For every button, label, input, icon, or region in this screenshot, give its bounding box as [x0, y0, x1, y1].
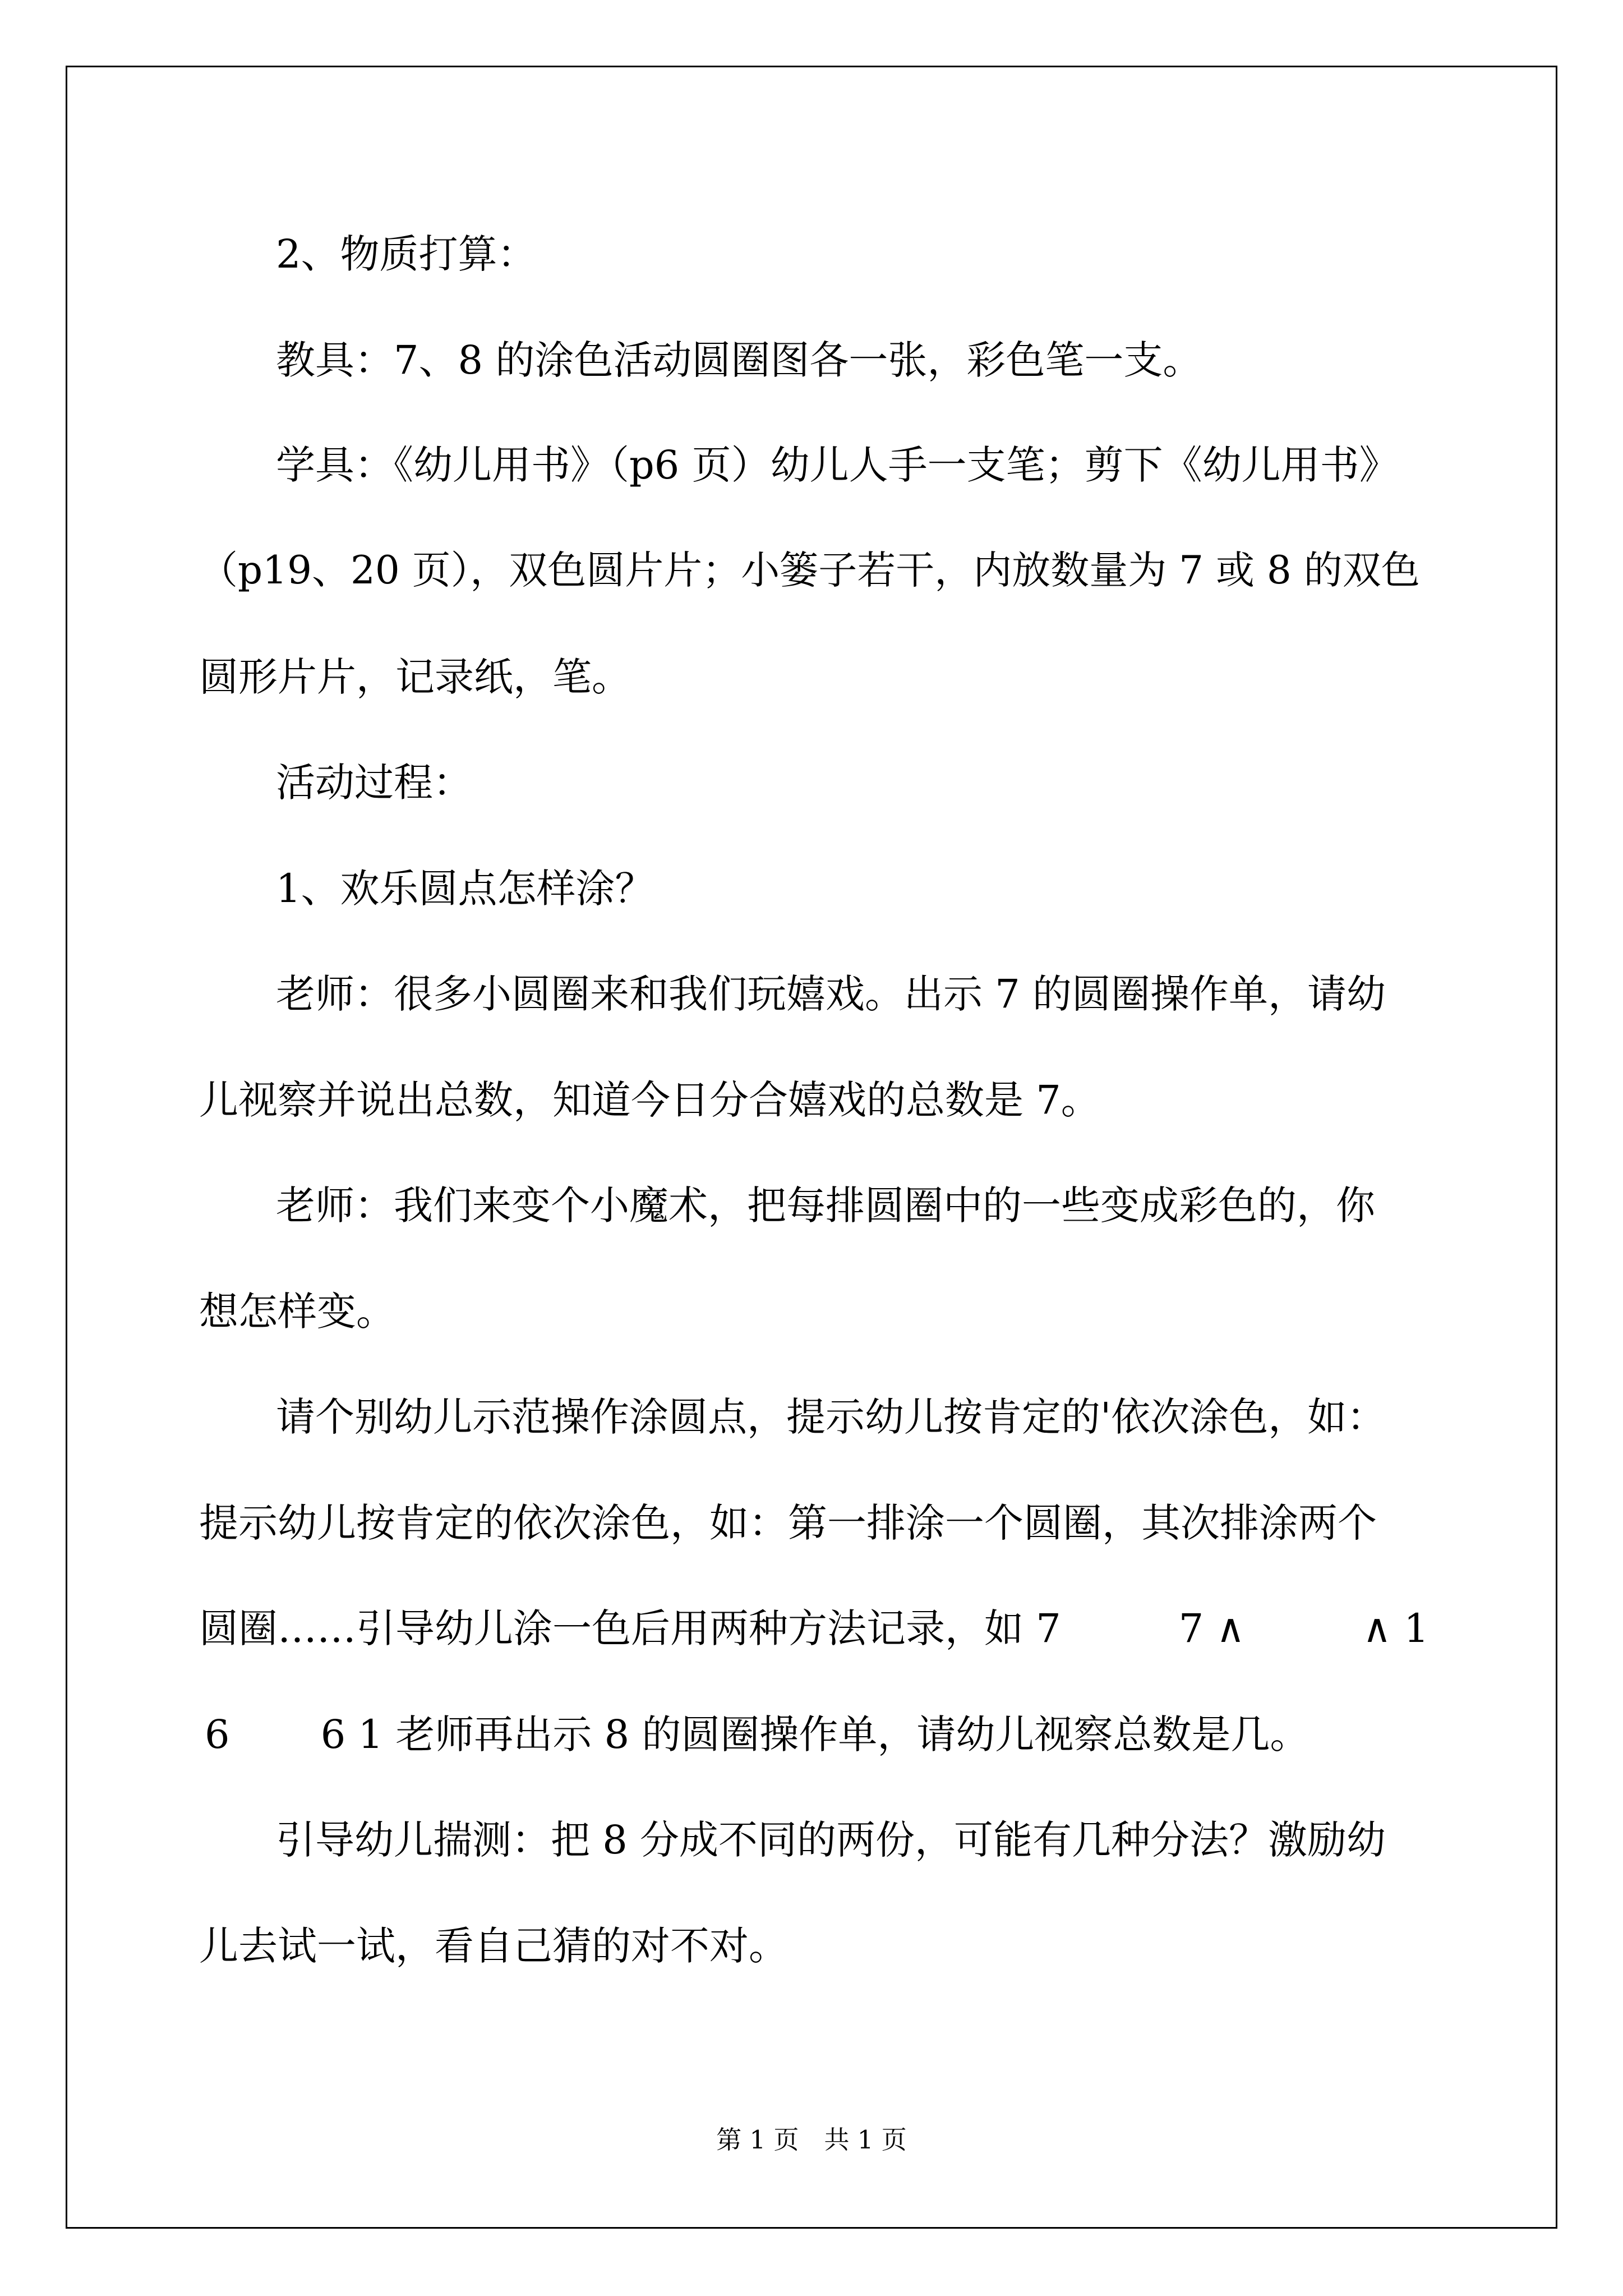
text-line: 提示幼儿按肯定的依次涂色，如：第一排涂一个圆圈，其次排涂两个 — [199, 1500, 1377, 1546]
text-line: （p19、20 页），双色圆片片；小篓子若干，内放数量为 7 或 8 的双色 — [199, 548, 1420, 593]
text-line: 请个别幼儿示范操作涂圆点，提示幼儿按肯定的'依次涂色，如： — [276, 1394, 1386, 1440]
text-line: 活动过程： — [276, 760, 472, 806]
text-line: 1、欢乐圆点怎样涂？ — [276, 866, 654, 912]
text-line: 圆圈……引导幼儿涂一色后用两种方法记录，如 7 7 ∧ ∧ 1 — [199, 1605, 1429, 1651]
text-line: 儿去试一试，看自己猜的对不对。 — [199, 1923, 788, 1969]
text-line: 学具：《幼儿用书》（p6 页）幼儿人手一支笔；剪下《幼儿用书》 — [276, 442, 1399, 488]
text-line: 教具：7、8 的涂色活动圆圈图各一张，彩色笔一支。 — [276, 337, 1202, 383]
text-line: 儿视察并说出总数，知道今日分合嬉戏的总数是 7。 — [199, 1077, 1100, 1123]
text-line: 引导幼儿揣测：把 8 分成不同的两份，可能有几种分法？激励幼 — [276, 1817, 1386, 1863]
text-line: 2、物质打算： — [276, 231, 537, 277]
text-line: 想怎样变。 — [199, 1289, 395, 1335]
page-border — [66, 66, 1557, 2229]
text-line: 6 6 1 老师再出示 8 的圆圈操作单，请幼儿视察总数是几。 — [205, 1711, 1310, 1757]
text-line: 老师：我们来变个小魔术，把每排圆圈中的一些变成彩色的，你 — [276, 1182, 1375, 1228]
text-line: 圆形片片，记录纸，笔。 — [199, 654, 631, 700]
text-line: 老师：很多小圆圈来和我们玩嬉戏。出示 7 的圆圈操作单，请幼 — [276, 971, 1386, 1017]
page-number-footer: 第 1 页 共 1 页 — [716, 2125, 907, 2155]
